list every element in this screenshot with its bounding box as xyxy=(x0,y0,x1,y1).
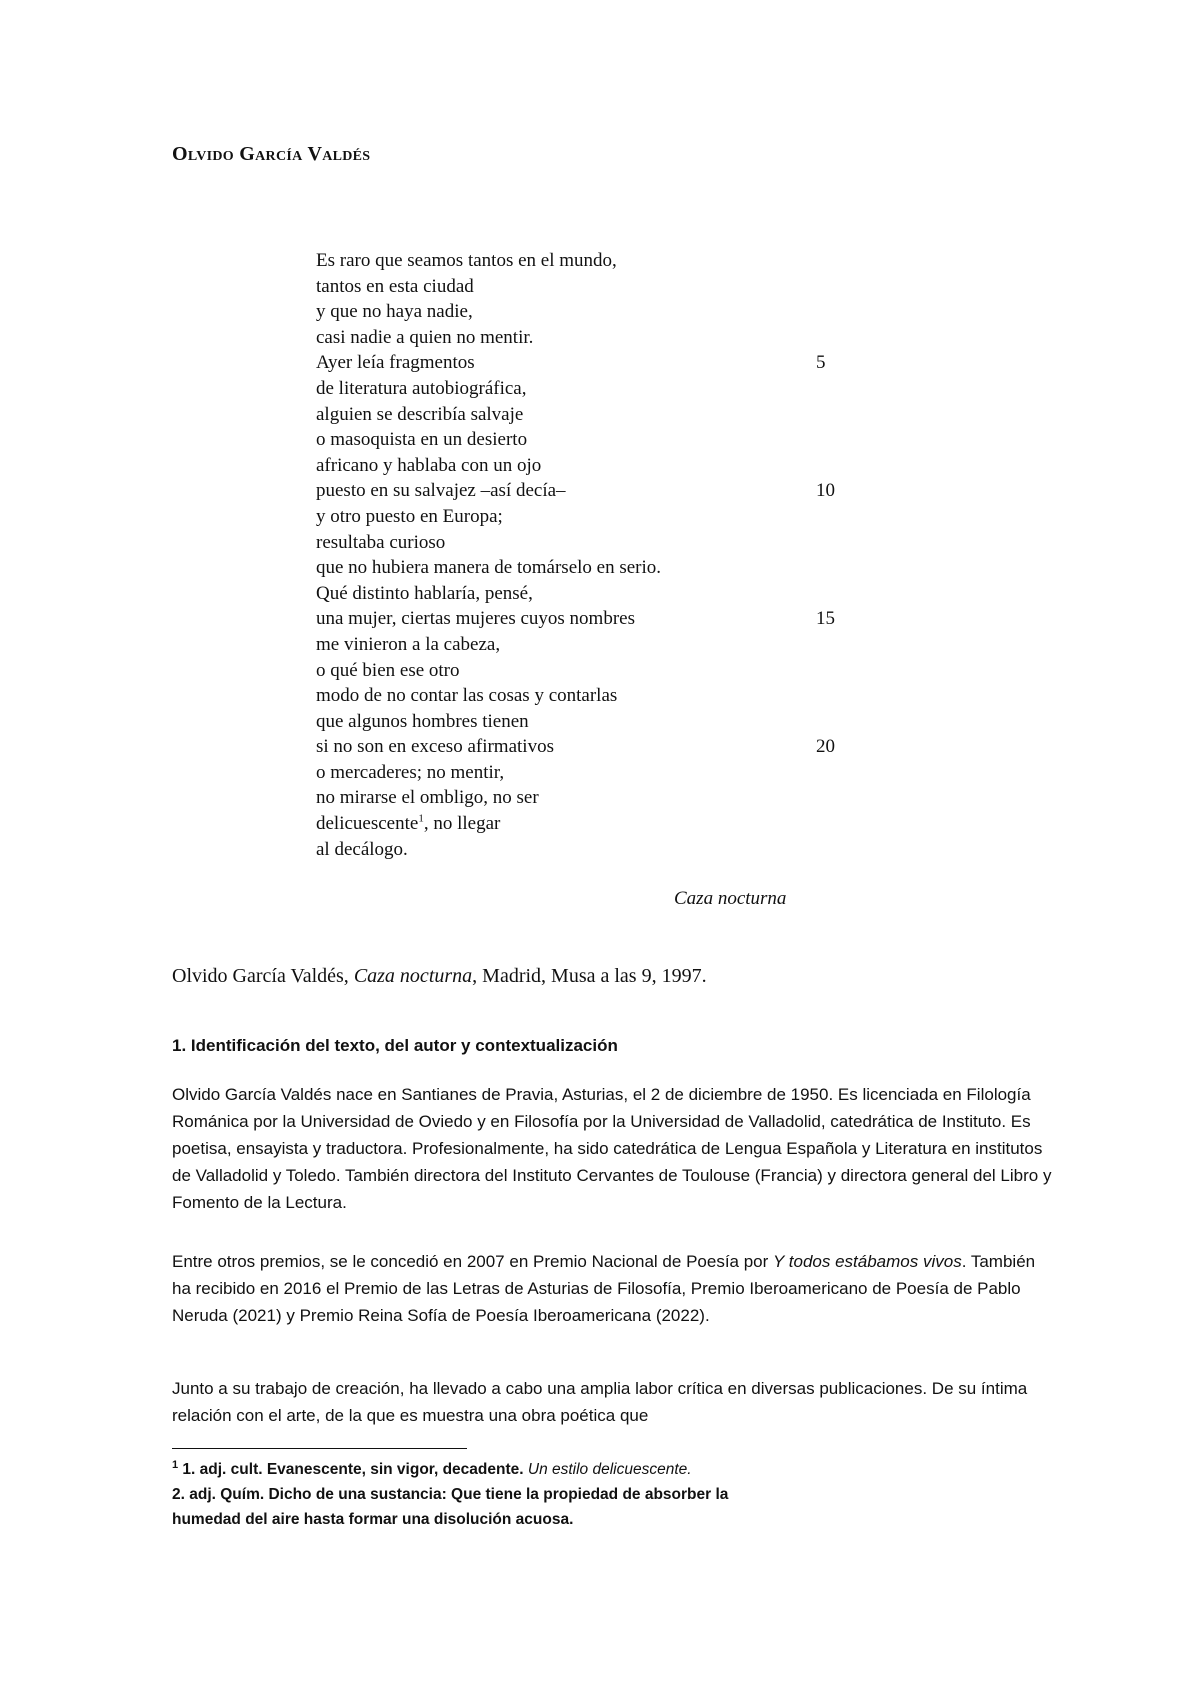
citation-book-title: Caza nocturna xyxy=(353,965,473,987)
paragraph-biography: Olvido García Valdés nace en Santianes de Pravia, Asturias, el 2 de diciembre de 1950. Es licenciada en Filología Románica por la Universidad de Oviedo y en Filosofía por la Universidad de Valladolid, catedrática de Instituto. Es poetisa, ensayista y traductora. Profesionalmente, ha sido catedrática de Lengua Española y Literatura en institutos de Valladolid y Toledo. También directora del Instituto Cervantes de Toulouse (Francia) y directora general del Libro y Fomento de la Lectura. xyxy=(172,1085,1052,1212)
line-number: 10 xyxy=(816,480,835,502)
poem-line-text: alguien se describía salvaje xyxy=(316,403,524,425)
poem-line-text: puesto en su salvajez –así decía– xyxy=(316,480,566,502)
poem-line xyxy=(316,632,856,658)
poem-line xyxy=(316,658,856,684)
line-number: 5 xyxy=(816,352,826,374)
poem-line xyxy=(316,402,856,428)
paragraph-awards xyxy=(172,1248,1052,1329)
footnote-definition-2-cont: humedad del aire hasta formar una disolución acuosa. xyxy=(172,1511,574,1528)
footnote-example: Un estilo delicuescente. xyxy=(523,1461,692,1478)
poem-line xyxy=(316,504,856,530)
poem-line-text: Ayer leía fragmentos xyxy=(316,352,475,374)
poem-line-text: al decálogo. xyxy=(316,838,408,860)
author-heading: Olvido García Valdés xyxy=(172,143,371,165)
poem-line xyxy=(316,376,856,402)
poem-line xyxy=(316,837,856,863)
poem-line-text: , no llegar xyxy=(423,813,501,835)
poem-line-text: africano y hablaba con un ojo xyxy=(316,454,542,476)
footnote-reference[interactable]: 1 xyxy=(418,812,424,825)
poem-line xyxy=(316,427,856,453)
poem-line xyxy=(316,606,856,632)
poem-line-text: no mirarse el ombligo, no ser xyxy=(316,787,539,809)
poem-line-text: resultaba curioso xyxy=(316,531,446,553)
line-number: 15 xyxy=(816,608,835,630)
poem-line xyxy=(316,811,856,837)
poem-line-text: delicuescente xyxy=(316,813,419,835)
poem-line-text: y que no haya nadie, xyxy=(316,301,473,323)
poem-line-text: de literatura autobiográfica, xyxy=(316,377,527,399)
poem-line xyxy=(316,453,856,479)
bibliographic-citation xyxy=(172,965,707,988)
poem-line xyxy=(316,683,856,709)
poem-line-text: Qué distinto hablaría, pensé, xyxy=(316,582,533,604)
book-title: Y todos estábamos vivos xyxy=(773,1252,962,1271)
poem-line-text: o masoquista en un desierto xyxy=(316,429,528,451)
poem-line xyxy=(316,785,856,811)
poem-line-text: y otro puesto en Europa; xyxy=(316,505,503,527)
poem-line-text: modo de no contar las cosas y contarlas xyxy=(316,685,618,707)
poem-line xyxy=(316,734,856,760)
poem-line xyxy=(316,530,856,556)
poem-line xyxy=(316,274,856,300)
poem-line-text: que algunos hombres tienen xyxy=(316,710,529,732)
poem-line xyxy=(316,555,856,581)
poem-line xyxy=(316,760,856,786)
poem-line-text: Es raro que seamos tantos en el mundo, xyxy=(316,250,617,271)
poem xyxy=(316,248,856,862)
poem-line-text: casi nadie a quien no mentir. xyxy=(316,326,534,348)
poem-line xyxy=(316,325,856,351)
paragraph-critical-work: Junto a su trabajo de creación, ha llevado a cabo una amplia labor crítica en diversas publicaciones. De su íntima relación con el arte, de la que es muestra una obra poética que xyxy=(172,1379,1028,1425)
poem-line-text: que no hubiera manera de tomárselo en serio. xyxy=(316,557,662,579)
section-heading: 1. Identificación del texto, del autor y contextualización xyxy=(172,1036,618,1055)
footnote-definition-1: 1. adj. cult. Evanescente, sin vigor, decadente. xyxy=(178,1461,524,1478)
paragraph-text: Entre otros premios, se le concedió en 2007 en Premio Nacional de Poesía por xyxy=(172,1252,774,1271)
footnote-line xyxy=(172,1457,852,1482)
poem-line-text: o qué bien ese otro xyxy=(316,659,460,681)
line-number: 20 xyxy=(816,736,835,758)
citation-author: Olvido García Valdés, xyxy=(172,965,354,987)
poem-lines xyxy=(316,248,856,811)
poem-line-text: tantos en esta ciudad xyxy=(316,275,474,297)
poem-title: Caza nocturna xyxy=(674,888,787,909)
poem-line-text: si no son en exceso afirmativos xyxy=(316,736,554,758)
paragraph-text: . También ha recibido en 2016 el Premio de las Letras de Asturias de Filosofía, Premio Iberoamericano de Poesía de Pablo Neruda (2021) y Premio Reina Sofía de Poesía Iberoamericana (2022). xyxy=(172,1252,1036,1325)
poem-line xyxy=(316,350,856,376)
poem-line xyxy=(316,709,856,735)
poem-line-text: o mercaderes; no mentir, xyxy=(316,761,505,783)
footnote xyxy=(172,1457,852,1532)
poem-line xyxy=(316,299,856,325)
poem-line-text: me vinieron a la cabeza, xyxy=(316,633,501,655)
footnote-mark: 1 xyxy=(172,1458,179,1471)
poem-line xyxy=(316,581,856,607)
citation-publisher: , Madrid, Musa a las 9, 1997. xyxy=(472,965,707,987)
poem-line xyxy=(316,478,856,504)
poem-line-text: una mujer, ciertas mujeres cuyos nombres xyxy=(316,608,635,630)
poem-line xyxy=(316,248,856,274)
footnote-definition-2: 2. adj. Quím. Dicho de una sustancia: Que tiene la propiedad de absorber la xyxy=(172,1486,729,1503)
footnote-divider xyxy=(172,1448,467,1449)
